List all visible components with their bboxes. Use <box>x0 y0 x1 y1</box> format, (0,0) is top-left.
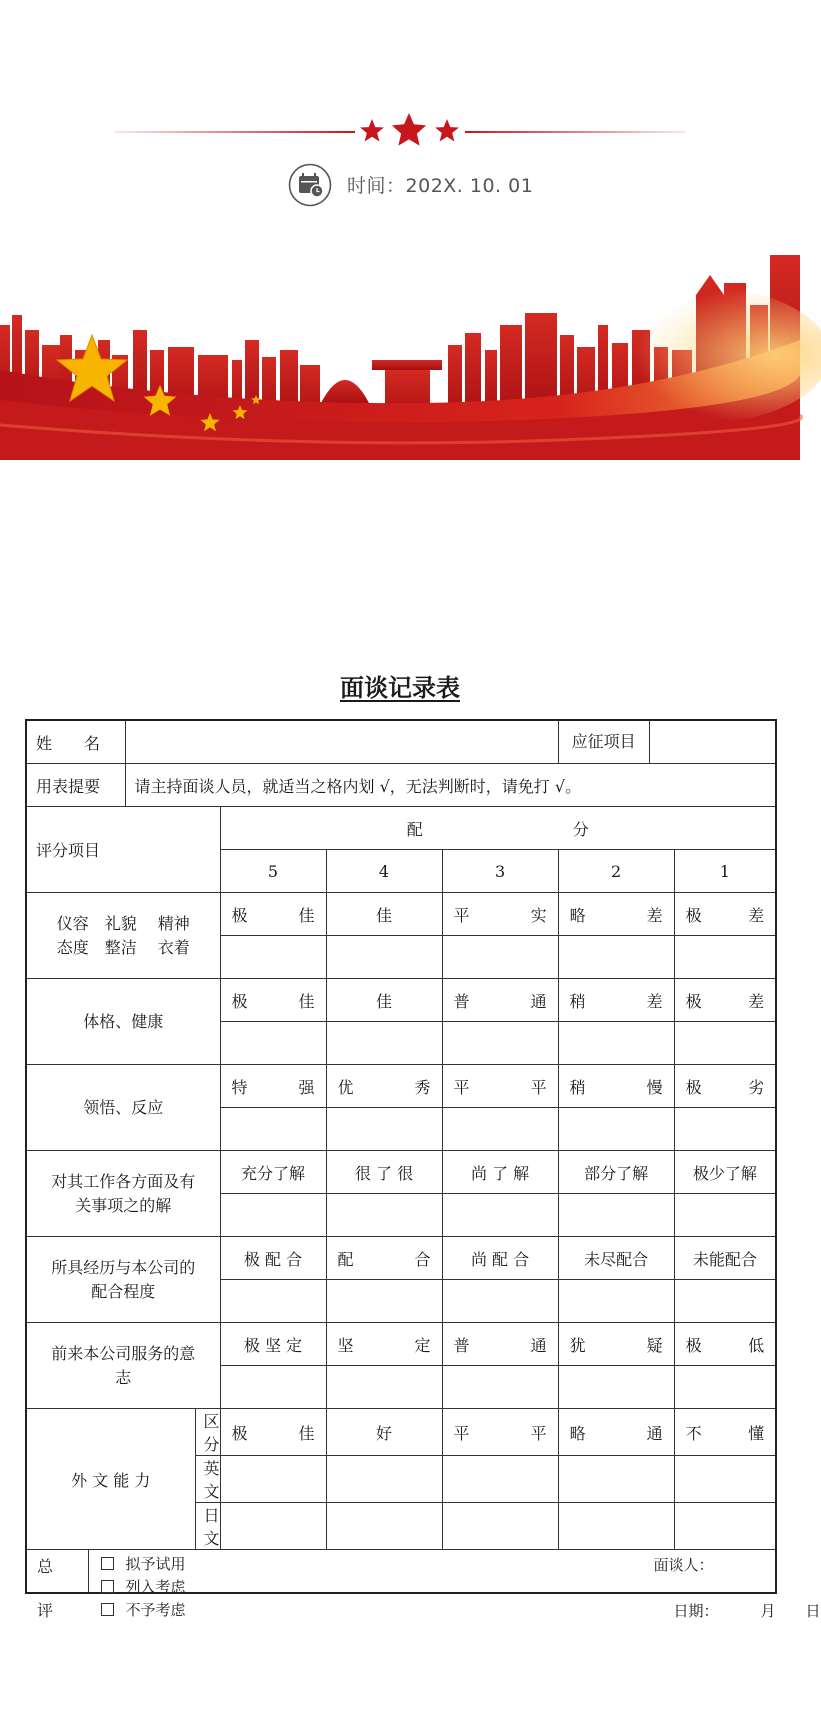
check-cell[interactable] <box>558 1108 674 1151</box>
position-input[interactable] <box>650 721 776 763</box>
option-text: 劣 <box>748 1077 765 1097</box>
option-text: 坚 <box>337 1335 354 1355</box>
check-cell[interactable] <box>558 1366 674 1409</box>
date-text <box>347 171 533 198</box>
item-label-line: 关事项之的解 <box>75 1195 172 1215</box>
tip-row <box>26 764 776 807</box>
option-text: 极 <box>685 905 702 925</box>
check-cell[interactable] <box>220 1366 326 1409</box>
option-text: 极 坚 定 <box>243 1335 303 1355</box>
rating-option <box>220 1237 326 1280</box>
summary-label <box>26 1550 88 1620</box>
option-text: 极 <box>685 1077 702 1097</box>
option-text: 实 <box>530 905 547 925</box>
rating-option <box>558 893 674 936</box>
check-cell[interactable] <box>220 1022 326 1065</box>
day-label: 日 <box>805 1602 821 1620</box>
name-row <box>26 720 776 764</box>
check-cell[interactable] <box>674 1366 776 1409</box>
option-text: 尚 了 解 <box>470 1163 530 1183</box>
rating-option <box>442 1065 558 1108</box>
option-text: 疑 <box>646 1335 663 1355</box>
option-text: 通 <box>646 1423 663 1443</box>
option-text: 尚 配 合 <box>470 1249 530 1269</box>
item-label-line: 对其工作各方面及有 <box>51 1171 196 1191</box>
form-title <box>0 668 800 703</box>
choice-trial[interactable] <box>101 1553 186 1574</box>
option-text: 懂 <box>748 1423 765 1443</box>
language-sub-label: 英文 <box>195 1456 220 1503</box>
option-text: 佳 <box>376 991 393 1011</box>
summary-label-bottom: 评 <box>37 1601 54 1620</box>
option-text: 犹 <box>569 1335 586 1355</box>
rating-option <box>674 979 776 1022</box>
check-cell[interactable] <box>326 1456 442 1503</box>
choice-label: 拟予试用 <box>125 1555 186 1573</box>
check-cell[interactable] <box>326 936 442 979</box>
date-row <box>0 163 800 207</box>
option-text: 差 <box>748 905 765 925</box>
language-option <box>558 1409 674 1456</box>
option-text: 通 <box>530 1335 547 1355</box>
rating-option <box>442 1323 558 1366</box>
option-text: 佳 <box>376 905 393 925</box>
item-row <box>26 1323 776 1366</box>
tip-text: 请主持面谈人员，就适当之格内划 √，无法判断时，请免打 √。 <box>125 764 776 807</box>
item-row <box>26 1065 776 1108</box>
choice-reject[interactable] <box>101 1599 186 1620</box>
item-label-line: 配合程度 <box>91 1281 156 1301</box>
option-text: 极 <box>231 1423 248 1443</box>
check-cell[interactable] <box>326 1366 442 1409</box>
option-text: 略 <box>569 1423 586 1443</box>
item-row <box>26 1151 776 1194</box>
check-cell[interactable] <box>220 1194 326 1237</box>
check-cell[interactable] <box>442 1194 558 1237</box>
choice-label: 不予考虑 <box>125 1601 186 1619</box>
score-2: 2 <box>558 850 674 893</box>
item-row <box>26 979 776 1022</box>
option-text: 未能配合 <box>692 1249 757 1269</box>
language-option <box>442 1409 558 1456</box>
option-text: 未尽配合 <box>584 1249 649 1269</box>
option-text: 普 <box>453 991 470 1011</box>
rating-option <box>558 1065 674 1108</box>
score-3: 3 <box>442 850 558 893</box>
check-cell[interactable] <box>326 1108 442 1151</box>
item-label-line: 志 <box>115 1367 132 1387</box>
check-cell[interactable] <box>558 1022 674 1065</box>
item-label-line: 态度 整洁 衣着 <box>56 937 190 957</box>
position-label: 应征项目 <box>559 721 650 763</box>
position-cell <box>558 720 776 764</box>
item-label-line: 仪容 礼貌 精神 <box>56 913 190 933</box>
option-text: 平 <box>453 1077 470 1097</box>
item-row <box>26 1237 776 1280</box>
choice-label: 列入考虑 <box>125 1578 186 1596</box>
check-cell[interactable] <box>220 936 326 979</box>
check-cell[interactable] <box>220 1456 326 1503</box>
form-title-text: 面谈记录表 <box>340 674 460 702</box>
option-text: 通 <box>530 991 547 1011</box>
check-cell[interactable] <box>674 1280 776 1323</box>
rating-option <box>220 1065 326 1108</box>
check-cell[interactable] <box>220 1108 326 1151</box>
star-icon <box>392 113 426 146</box>
summary-options <box>88 1550 821 1620</box>
option-text: 略 <box>569 905 586 925</box>
option-text: 好 <box>376 1423 393 1443</box>
check-cell[interactable] <box>326 1280 442 1323</box>
option-text: 部分了解 <box>584 1163 649 1183</box>
check-cell[interactable] <box>558 1456 674 1503</box>
item-label <box>26 979 220 1065</box>
check-cell[interactable] <box>442 1022 558 1065</box>
option-text: 极 <box>231 905 248 925</box>
option-text: 优 <box>337 1077 354 1097</box>
option-text: 定 <box>414 1335 431 1355</box>
item-label <box>26 893 220 979</box>
item-label <box>26 1323 220 1409</box>
option-text: 极 <box>685 991 702 1011</box>
check-cell[interactable] <box>558 1503 674 1550</box>
tip-label: 用表提要 <box>26 764 125 807</box>
option-text: 平 <box>453 1423 470 1443</box>
item-row <box>26 893 776 936</box>
check-cell[interactable] <box>220 1280 326 1323</box>
rating-option <box>220 1323 326 1366</box>
option-text: 慢 <box>646 1077 663 1097</box>
option-text: 强 <box>298 1077 315 1097</box>
language-sub-label: 区分 <box>195 1409 220 1456</box>
check-cell[interactable] <box>220 1503 326 1550</box>
option-text: 合 <box>414 1249 431 1269</box>
check-cell[interactable] <box>674 1194 776 1237</box>
star-icon <box>360 119 384 142</box>
interview-record-table <box>25 719 821 1620</box>
name-label: 姓 名 <box>26 720 125 764</box>
language-option <box>220 1409 326 1456</box>
star-icon <box>435 119 459 142</box>
rating-option <box>220 893 326 936</box>
interviewer-label: 面谈人： <box>653 1556 714 1574</box>
summary-date-label: 日期： <box>673 1602 719 1620</box>
checkbox-icon[interactable] <box>101 1557 114 1570</box>
rating-option <box>326 1237 442 1280</box>
rating-option <box>674 1151 776 1194</box>
score-item-label: 评分项目 <box>26 807 220 893</box>
item-label-line: 所具经历与本公司的 <box>51 1257 196 1277</box>
check-cell[interactable] <box>442 936 558 979</box>
option-text: 差 <box>646 905 663 925</box>
option-text: 充分了解 <box>241 1163 306 1183</box>
language-label: 外 文 能 力 <box>26 1409 195 1550</box>
city-skyline-banner <box>0 255 800 460</box>
calendar-clock-icon <box>288 163 332 207</box>
check-cell[interactable] <box>442 1503 558 1550</box>
summary-label-top: 总 <box>37 1557 54 1576</box>
rating-option <box>558 1237 674 1280</box>
option-text: 极少了解 <box>692 1163 757 1183</box>
checkbox-icon[interactable] <box>101 1580 114 1593</box>
option-text: 普 <box>453 1335 470 1355</box>
check-cell[interactable] <box>674 1022 776 1065</box>
rating-option <box>326 1065 442 1108</box>
check-cell[interactable] <box>674 1503 776 1550</box>
distribution-left: 配 <box>406 819 423 839</box>
language-option <box>326 1409 442 1456</box>
check-cell[interactable] <box>442 1456 558 1503</box>
option-text: 极 <box>231 991 248 1011</box>
item-label <box>26 1151 220 1237</box>
option-text: 很 了 很 <box>354 1163 414 1183</box>
checkbox-icon[interactable] <box>101 1603 114 1616</box>
item-label <box>26 1065 220 1151</box>
option-text: 稍 <box>569 1077 586 1097</box>
check-cell[interactable] <box>674 1456 776 1503</box>
rating-option <box>326 979 442 1022</box>
option-text: 稍 <box>569 991 586 1011</box>
rating-option <box>326 893 442 936</box>
rating-option <box>326 1151 442 1194</box>
choice-consider[interactable] <box>101 1576 186 1597</box>
rating-option <box>442 893 558 936</box>
item-label-line: 领悟、反应 <box>83 1097 164 1117</box>
option-text: 配 <box>337 1249 354 1269</box>
rating-option <box>674 893 776 936</box>
option-text: 差 <box>646 991 663 1011</box>
rating-option <box>442 1237 558 1280</box>
option-text: 极 <box>685 1335 702 1355</box>
date-label: 时间： <box>347 175 406 197</box>
score-header-row <box>26 807 776 850</box>
check-cell[interactable] <box>674 1108 776 1151</box>
distribution-right: 分 <box>572 819 589 839</box>
score-5: 5 <box>220 850 326 893</box>
item-label-line: 前来本公司服务的意 <box>51 1343 196 1363</box>
rating-option <box>674 1323 776 1366</box>
option-text: 平 <box>530 1423 547 1443</box>
date-field <box>674 1600 821 1621</box>
check-cell[interactable] <box>558 936 674 979</box>
option-text: 差 <box>748 991 765 1011</box>
check-cell[interactable] <box>326 1503 442 1550</box>
rating-option <box>558 1323 674 1366</box>
score-4: 4 <box>326 850 442 893</box>
check-cell[interactable] <box>674 936 776 979</box>
language-sub-label: 日文 <box>195 1503 220 1550</box>
rating-option <box>674 1065 776 1108</box>
distribution-header <box>220 807 776 850</box>
rating-option <box>326 1323 442 1366</box>
check-cell[interactable] <box>558 1280 674 1323</box>
month-label: 月 <box>760 1602 776 1620</box>
language-option <box>674 1409 776 1456</box>
check-cell[interactable] <box>442 1366 558 1409</box>
option-text: 极 配 合 <box>243 1249 303 1269</box>
option-text: 佳 <box>298 991 315 1011</box>
option-text: 低 <box>748 1335 765 1355</box>
option-text: 特 <box>231 1077 248 1097</box>
rating-option <box>220 1151 326 1194</box>
item-label-line: 体格、健康 <box>83 1011 164 1031</box>
option-text: 平 <box>530 1077 547 1097</box>
check-cell[interactable] <box>326 1022 442 1065</box>
option-text: 秀 <box>414 1077 431 1097</box>
option-text: 佳 <box>298 1423 315 1443</box>
rating-option <box>442 979 558 1022</box>
rating-option <box>674 1237 776 1280</box>
rating-option <box>220 979 326 1022</box>
item-label <box>26 1237 220 1323</box>
option-text: 不 <box>685 1423 702 1443</box>
score-1: 1 <box>674 850 776 893</box>
check-cell[interactable] <box>442 1108 558 1151</box>
check-cell[interactable] <box>558 1194 674 1237</box>
language-header-row <box>26 1409 776 1456</box>
check-cell[interactable] <box>326 1194 442 1237</box>
rating-option <box>442 1151 558 1194</box>
date-value: 202X. 10. 01 <box>405 175 534 197</box>
check-cell[interactable] <box>442 1280 558 1323</box>
option-text: 佳 <box>298 905 315 925</box>
option-text: 平 <box>453 905 470 925</box>
summary-row <box>26 1550 776 1594</box>
name-input[interactable] <box>125 720 558 764</box>
rating-option <box>558 979 674 1022</box>
rating-option <box>558 1151 674 1194</box>
